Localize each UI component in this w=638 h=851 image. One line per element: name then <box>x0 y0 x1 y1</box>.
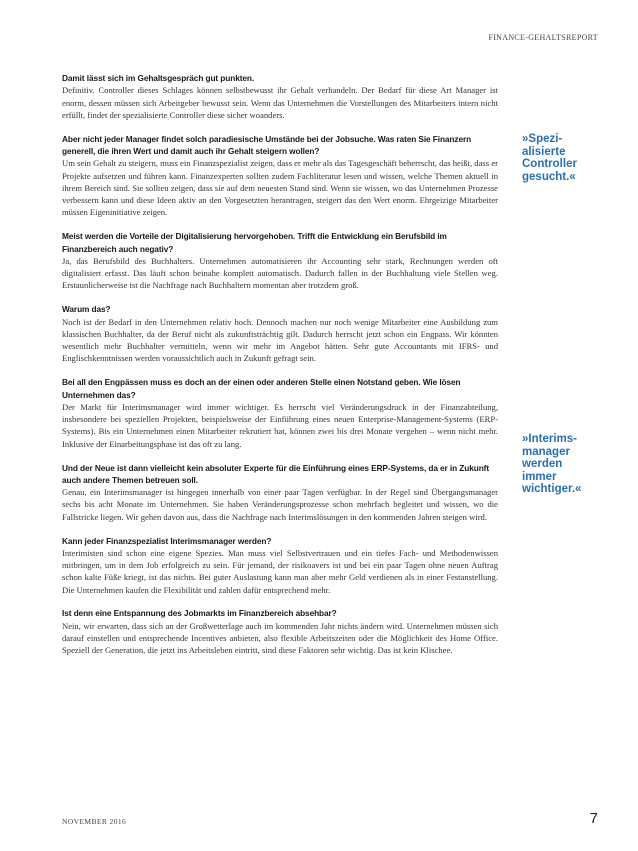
qa-block <box>62 607 498 656</box>
answer: Noch ist der Bedarf in den Unternehmen relativ hoch. Dennoch machen nur noch wenige Mitarbeiter eine Ausbildung zum klassischen Buchhalter, da der Beruf nicht als zukunftsträchtig gilt. Dadurch herrscht jetzt schon ein Engpass. Wir könnten wesentlich mehr Buchhalter vermitteln, wenn wir mehr im Angebot hätten. Sehr gute Accountants mit IFRS- und Englischkenntnissen werden voraussichtlich auch in Zukunft gefragt sein. <box>62 316 498 364</box>
qa-block <box>62 303 498 364</box>
qa-block <box>62 230 498 291</box>
qa-block <box>62 72 498 121</box>
answer: Der Markt für Interimsmanager wird immer wichtiger. Es herrscht viel Veränderungsdruck in der Finanzabteilung, insbesondere bei speziellen Projekten, beispielsweise der Einführung eines neuen Enterprise-Management-Systems (ERP-Systems). Bis ein Unternehmen einen Mitarbeiter rekrutiert hat, können zwei bis drei Monate vergehen – wenn nicht mehr. Inklusive der Einarbeitungsphase ist das oft zu lang. <box>62 401 498 449</box>
question: Und der Neue ist dann vielleicht kein absoluter Experte für die Einführung eines ERP-Systems, da er in Zukunft auch andere Themen betreuen soll. <box>62 462 489 485</box>
answer: Nein, wir erwarten, dass sich an der Großwetterlage auch im kommenden Jahr nichts ändern wird. Unternehmen müssen sich darauf einstellen und entsprechende Incentives anbieten, also flexible Arbeitszeiten oder die Möglichkeit des Home Office. Speziell der Generation, die jetzt ins Arbeitsleben eintritt, sind diese Faktoren sehr wichtig. Das ist kein Klischee. <box>62 620 498 656</box>
issue-date: NOVEMBER 2016 <box>62 817 127 826</box>
qa-block <box>62 535 498 596</box>
question: Meist werden die Vorteile der Digitalisierung hervorgehoben. Trifft die Entwicklung ein Berufsbild im Finanzbereich auch negativ? <box>62 231 447 254</box>
question: Ist denn eine Entspannung des Jobmarkts im Finanzbereich absehbar? <box>62 608 337 619</box>
qa-block <box>62 133 498 219</box>
article-body <box>62 72 498 668</box>
question: Bei all den Engpässen muss es doch an der einen oder anderen Stelle einen Notstand geben. Wie lösen Unternehmen das? <box>62 377 461 400</box>
pull-quote: »Spezi- alisierte Controller gesucht.« <box>522 133 577 183</box>
answer: Um sein Gehalt zu steigern, muss ein Finanzspezialist zeigen, dass er mehr als das Tagesgeschäft beherrscht, das heißt, dass er Projekte aufsetzen und führen kann. Finanzexperten sollten zudem Fachliteratur lesen und wissen, welche Themen aktuell in ihrem Bereich sind. Sie sollten zeigen, dass sie auf dem neuesten Stand sind. Wenn sie wissen, wo das Unternehmen Prozesse verbessern kann und diese Ideen aktiv an den Vorgesetzten herantragen, steigert das den Wert enorm. Ehrgeizige Mitarbeiter müssen Eigeninitiative zeigen. <box>62 158 498 218</box>
pull-quote: »Interims- manager werden immer wichtiger.« <box>522 433 582 495</box>
qa-block <box>62 376 498 450</box>
running-header: FINANCE-GEHALTSREPORT <box>488 33 598 42</box>
question: Warum das? <box>62 304 111 315</box>
question: Kann jeder Finanzspezialist Interimsmanager werden? <box>62 535 272 546</box>
question: Aber nicht jeder Manager findet solch paradiesische Umstände bei der Jobsuche. Was raten Sie Finanzern generell, die ihren Wert und damit auch ihr Gehalt steigern wollen? <box>62 133 472 156</box>
answer: Interimisten sind schon eine eigene Spezies. Man muss viel Selbstvertrauen und ein tiefes Fach- und Methodenwissen mitbringen, um in dem Job erfolgreich zu sein. Für jemand, der risikoavers ist und bei ein paar Tagen ohne neuen Auftrag schon kalte Füße kriegt, ist das nichts. Bei guter Auslastung kann man aber mehr Geld verdienen als in einer Festanstellung. Die Unternehmen kaufen die Flexibilität und zahlen dafür entsprechend mehr. <box>62 547 498 595</box>
answer: Ja, das Berufsbild des Buchhalters. Unternehmen automatisieren ihr Accounting sehr stark, Rechnungen werden oft digitalisiert erfasst. Das läuft schon beinahe komplett automatisch. Dadurch fallen in der Buchhaltung viele Stellen weg. Erstaunlicherweise ist die Nachfrage nach Buchhaltern momentan aber trotzdem groß. <box>62 255 498 291</box>
question: Damit lässt sich im Gehaltsgespräch gut punkten. <box>62 73 255 83</box>
page-number: 7 <box>589 810 598 827</box>
qa-block <box>62 462 498 523</box>
answer: Genau, ein Interimsmanager ist hingegen innerhalb von einer paar Tagen verfügbar. In der Regel sind Übergangsmanager sechs bis acht Monate im Unternehmen. Sie haben Veränderungsprozesse schon mehrfach begleitet und wissen, wo die Fallstricke liegen. Wir gehen davon aus, dass die Nachfrage nach Interimslösungen in den kommenden Jahren steigen wird. <box>62 487 498 522</box>
answer: Definitiv. Controller dieses Schlages können selbstbewusst ihr Gehalt verhandeln. Der Bedarf für diese Art Manager ist enorm, dessen müssen sich Arbeitgeber bewusst sein. Wenn das Unternehmen die Vorstellungen des Mitarbeiters intern nicht erfüllt, findet der spezialisierte Controller diese sicher woanders. <box>62 85 498 120</box>
